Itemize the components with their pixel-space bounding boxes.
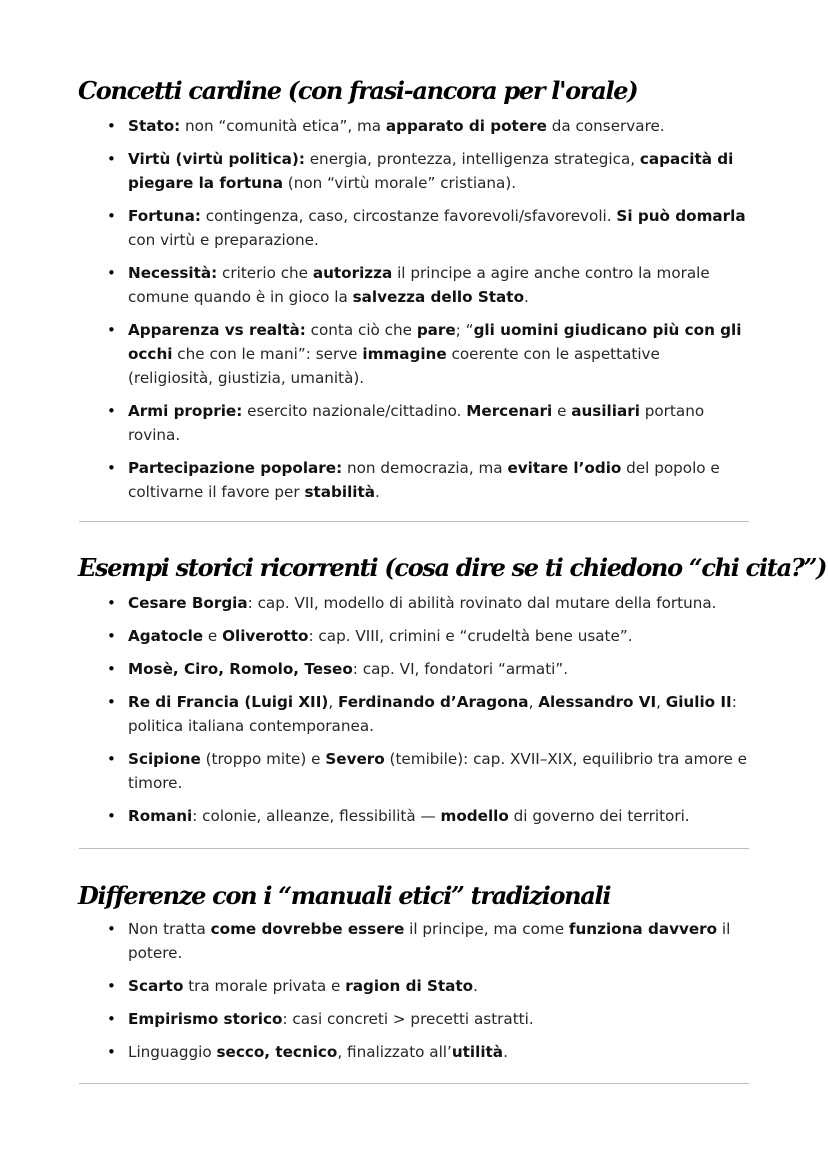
bullet-icon: • — [107, 750, 116, 768]
text-run: ; “ — [455, 321, 474, 339]
text-run: (troppo mite) e — [200, 750, 326, 768]
bold-text: Fortuna: — [128, 207, 201, 225]
bullet-icon: • — [107, 459, 116, 477]
text-run: : colonie, alleanze, flessibilità — — [192, 807, 441, 825]
list-item — [0, 1040, 828, 1064]
text-run: non democrazia, ma — [342, 459, 508, 477]
bold-text: Scarto — [128, 977, 184, 995]
text-run: , — [328, 693, 338, 711]
bullet-icon: • — [107, 920, 116, 938]
section-heading: Concetti cardine (con frasi-ancora per l'orale) — [78, 76, 638, 105]
bold-text: Cesare Borgia — [128, 594, 248, 612]
bold-text: Ferdinando d’Aragona — [337, 693, 529, 711]
list-item — [0, 204, 828, 252]
text-run: e — [552, 402, 572, 420]
bold-text: immagine — [362, 345, 447, 363]
bullet-icon: • — [107, 977, 116, 995]
list-item — [0, 591, 828, 615]
text-run: con virtù e preparazione. — [128, 231, 319, 249]
bullet-icon: • — [107, 807, 116, 825]
bold-text: funziona davvero — [568, 920, 718, 938]
list-item — [0, 917, 828, 965]
bold-text: Mosè, Ciro, Romolo, Teseo — [128, 660, 353, 678]
text-run: , finalizzato all’ — [337, 1043, 452, 1061]
bullet-icon: • — [107, 627, 116, 645]
bullet-list — [0, 917, 828, 1073]
bold-text: pare — [416, 321, 456, 339]
list-item — [0, 690, 828, 738]
list-item — [0, 318, 828, 390]
list-item — [0, 114, 828, 138]
bold-text: modello — [440, 807, 509, 825]
bold-text: capacità di piegare la fortuna — [128, 150, 734, 192]
bullet-icon: • — [107, 402, 116, 420]
bold-text: autorizza — [312, 264, 393, 282]
list-item — [0, 261, 828, 309]
text-run: . — [524, 288, 529, 306]
bold-text: Agatocle — [128, 627, 204, 645]
bold-text: utilità — [451, 1043, 504, 1061]
bold-text: Necessità: — [128, 264, 218, 282]
section-divider — [79, 1083, 749, 1084]
bold-text: Romani — [128, 807, 193, 825]
bold-text: Alessandro VI — [538, 693, 657, 711]
text-run: il potere. — [128, 920, 731, 962]
bold-text: evitare l’odio — [507, 459, 622, 477]
bullet-icon: • — [107, 1043, 116, 1061]
text-run: Non tratta — [128, 920, 211, 938]
bold-text: salvezza dello Stato — [352, 288, 524, 306]
bold-text: Giulio II — [665, 693, 732, 711]
text-run: tra morale privata e — [183, 977, 346, 995]
text-run: e — [203, 627, 223, 645]
text-run: contingenza, caso, circostanze favorevoli/sfavorevoli. — [200, 207, 617, 225]
list-item — [0, 147, 828, 195]
text-run: : casi concreti > precetti astratti. — [282, 1010, 534, 1028]
bold-text: Empirismo storico — [128, 1010, 283, 1028]
text-run: (non “virtù morale” cristiana). — [282, 174, 517, 192]
list-item — [0, 747, 828, 795]
bullet-icon: • — [107, 594, 116, 612]
list-item — [0, 804, 828, 828]
list-item — [0, 657, 828, 681]
bold-text: apparato di potere — [385, 117, 547, 135]
bold-text: Severo — [325, 750, 385, 768]
text-run: conta ciò che — [305, 321, 417, 339]
bullet-icon: • — [107, 321, 116, 339]
section-heading: Differenze con i “manuali etici” tradizionali — [78, 881, 611, 910]
bullet-icon: • — [107, 207, 116, 225]
bold-text: Armi proprie: — [128, 402, 243, 420]
text-run: da conservare. — [546, 117, 665, 135]
bullet-icon: • — [107, 264, 116, 282]
bold-text: Virtù (virtù politica): — [128, 150, 305, 168]
section-divider — [79, 848, 749, 849]
bold-text: stabilità — [304, 483, 375, 501]
text-run: (temibile): cap. XVII–XIX, equilibrio tra amore e timore. — [128, 750, 747, 792]
bold-text: come dovrebbe essere — [210, 920, 405, 938]
bold-text: Scipione — [128, 750, 201, 768]
text-run: coerente con le aspettative (religiosità, giustizia, umanità). — [128, 345, 660, 387]
bold-text: ragion di Stato — [345, 977, 474, 995]
text-run: il principe, ma come — [404, 920, 569, 938]
list-item — [0, 399, 828, 447]
bullet-icon: • — [107, 660, 116, 678]
text-run: che con le mani”: serve — [172, 345, 363, 363]
bold-text: Stato: — [128, 117, 181, 135]
bullet-icon: • — [107, 693, 116, 711]
bullet-list — [0, 591, 828, 837]
text-run: : cap. VI, fondatori “armati”. — [352, 660, 569, 678]
text-run: . — [503, 1043, 508, 1061]
bullet-icon: • — [107, 117, 116, 135]
section-heading: Esempi storici ricorrenti (cosa dire se ti chiedono “chi cita?”) — [78, 553, 827, 582]
text-run: . — [473, 977, 478, 995]
list-item — [0, 974, 828, 998]
bullet-icon: • — [107, 1010, 116, 1028]
text-run: di governo dei territori. — [508, 807, 690, 825]
text-run: Linguaggio — [128, 1043, 217, 1061]
bold-text: Mercenari — [466, 402, 553, 420]
text-run: del popolo e coltivarne il favore per — [128, 459, 720, 501]
text-run: energia, prontezza, intelligenza strategica, — [304, 150, 640, 168]
text-run: criterio che — [217, 264, 313, 282]
bold-text: ausiliari — [571, 402, 640, 420]
list-item — [0, 624, 828, 648]
bold-text: Oliverotto — [222, 627, 309, 645]
list-item — [0, 1007, 828, 1031]
text-run: , — [528, 693, 539, 711]
text-run: : politica italiana contemporanea. — [128, 693, 737, 735]
bullet-list — [0, 114, 828, 513]
list-item — [0, 456, 828, 504]
text-run: : cap. VIII, crimini e “crudeltà bene usate”. — [308, 627, 633, 645]
text-run: : cap. VII, modello di abilità rovinato dal mutare della fortuna. — [247, 594, 717, 612]
bold-text: Partecipazione popolare: — [128, 459, 343, 477]
text-run: il principe a agire anche contro la morale comune quando è in gioco la — [128, 264, 710, 306]
text-run: , — [656, 693, 666, 711]
text-run: esercito nazionale/cittadino. — [242, 402, 467, 420]
bold-text: Si può domarla — [616, 207, 746, 225]
bullet-icon: • — [107, 150, 116, 168]
text-run: . — [375, 483, 380, 501]
bold-text: Re di Francia (Luigi XII) — [128, 693, 329, 711]
bold-text: gli uomini giudicano più con gli occhi — [128, 321, 742, 363]
bold-text: Apparenza vs realtà: — [128, 321, 306, 339]
text-run: non “comunità etica”, ma — [180, 117, 386, 135]
text-run: portano rovina. — [128, 402, 705, 444]
bold-text: secco, tecnico — [216, 1043, 338, 1061]
section-divider — [79, 521, 749, 522]
